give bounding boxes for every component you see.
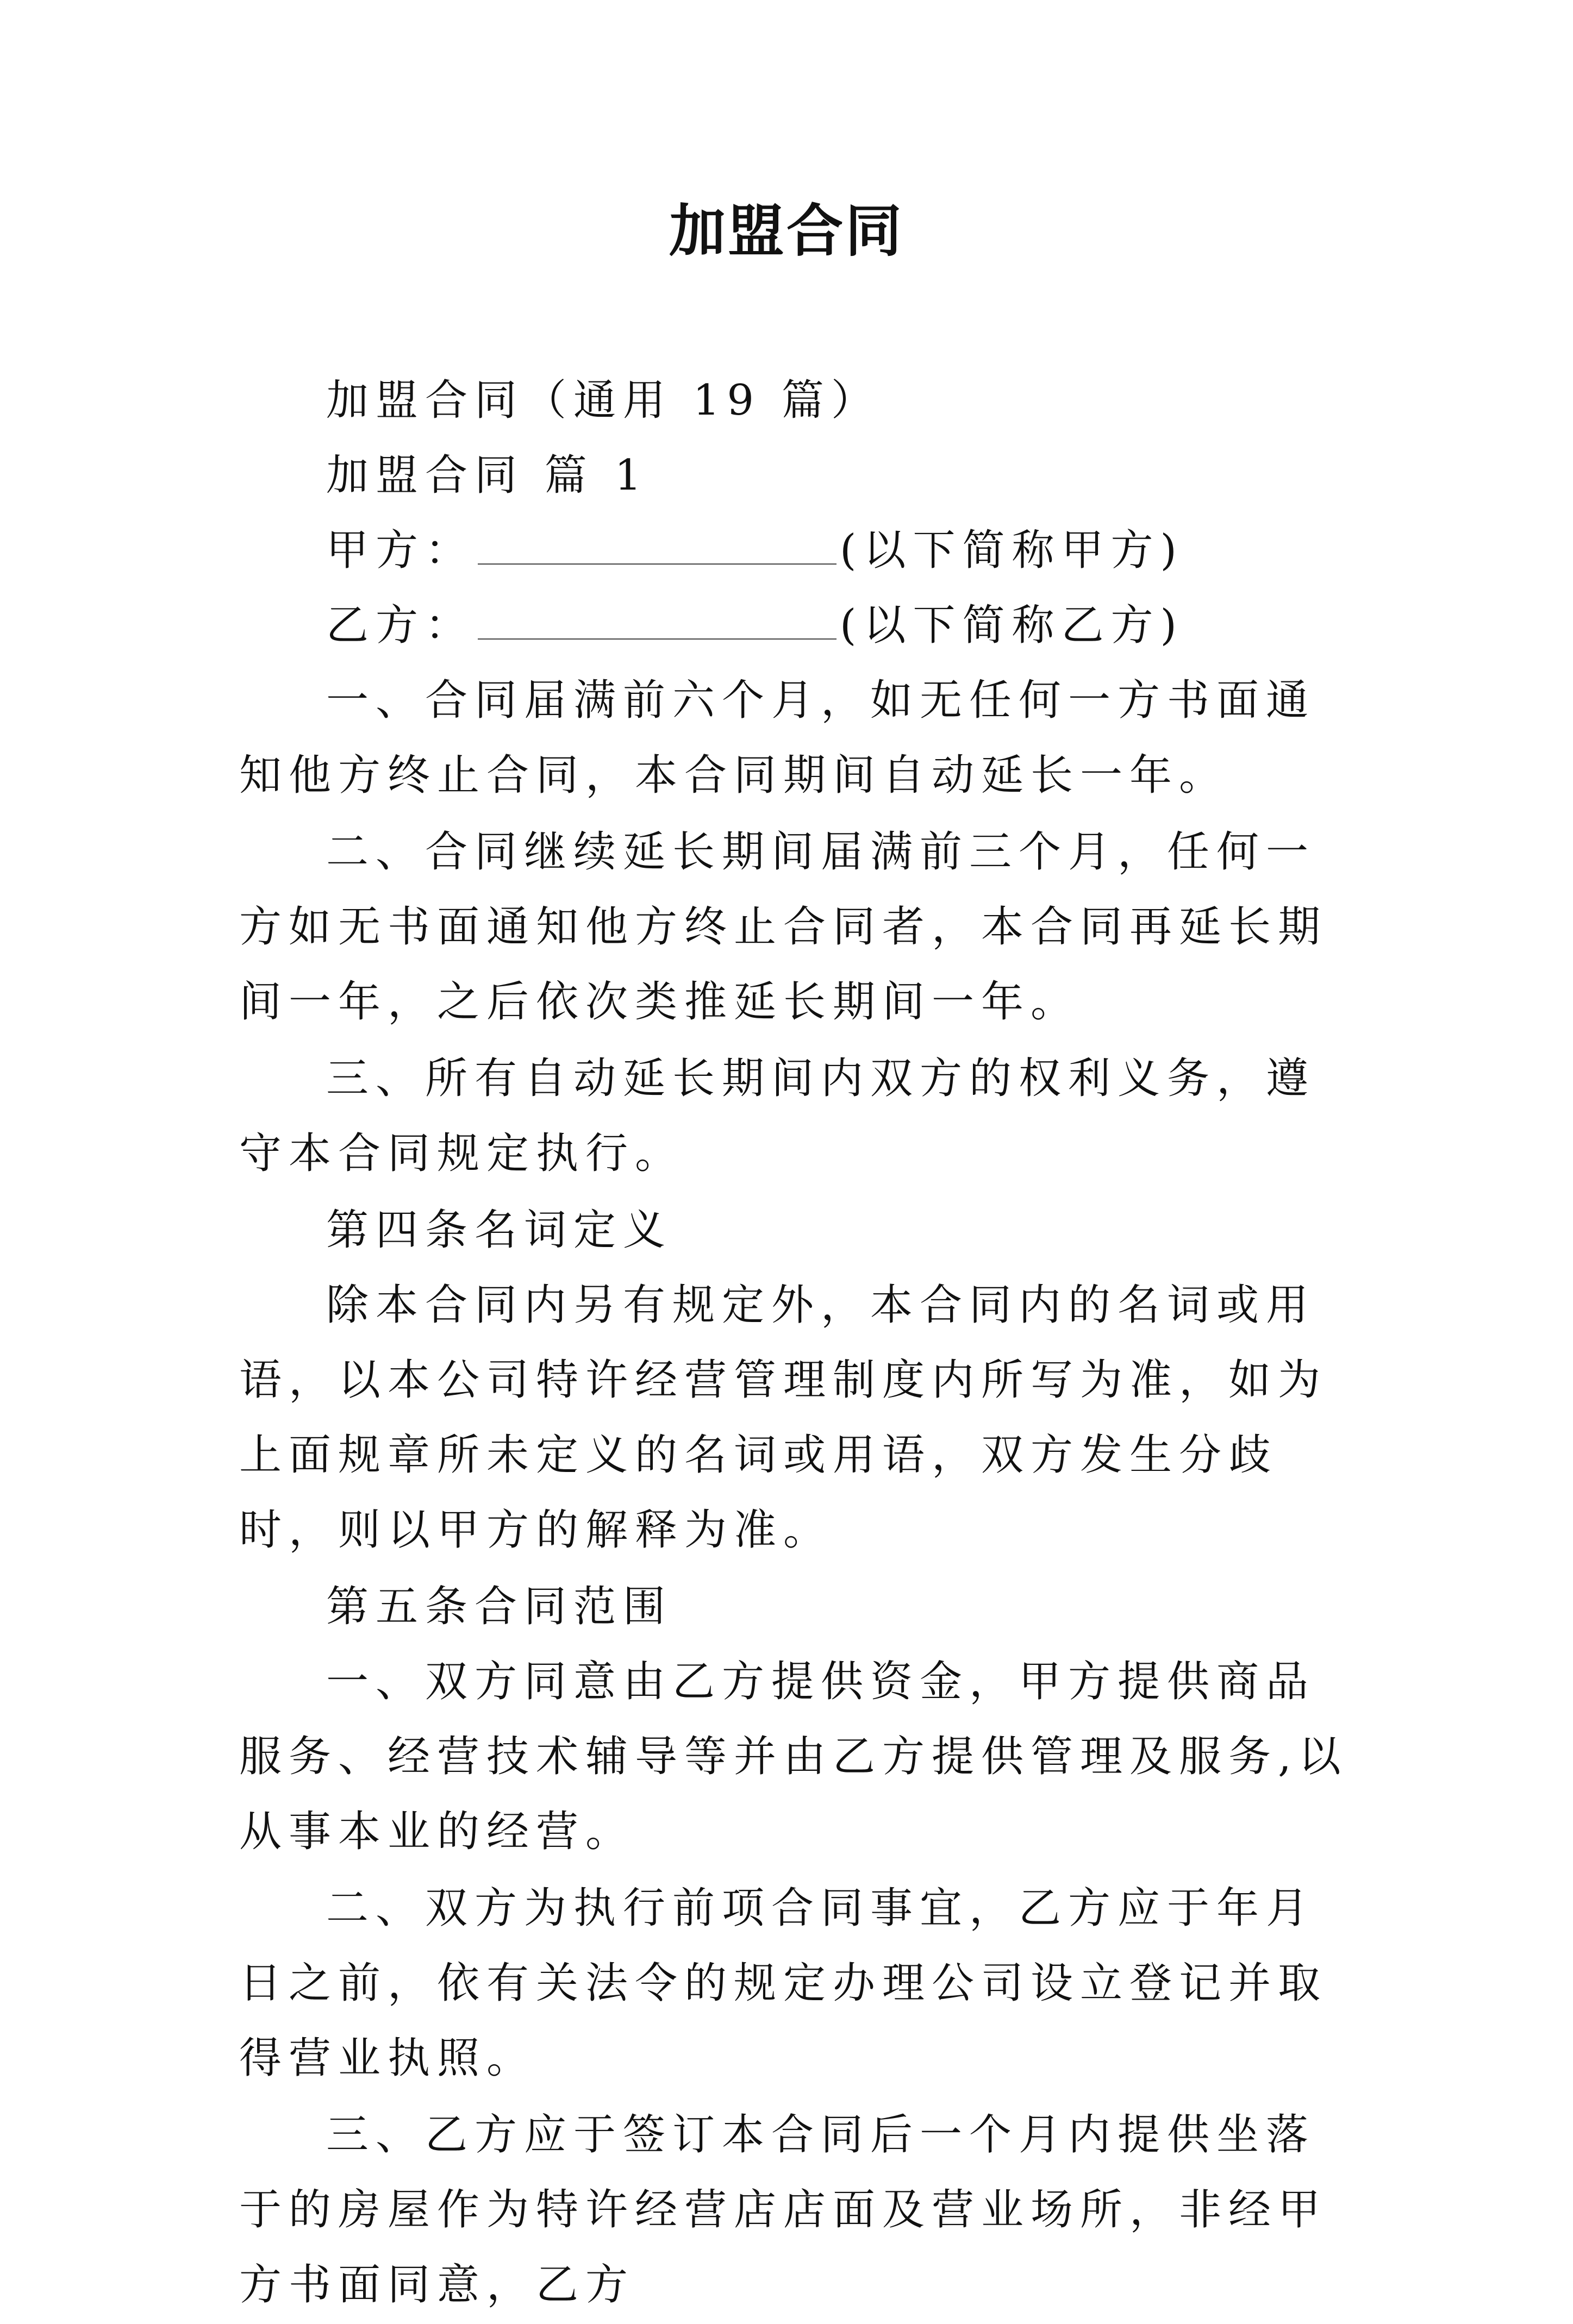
document-body	[239, 363, 1348, 2324]
paragraph: 二、双方为执行前项合同事宜，乙方应于年月日之前，依有关法令的规定办理公司设立登记并取得营业执照。	[239, 1884, 1328, 2083]
paragraph: 二、合同继续延长期间届满前三个月，任何一方如无书面通知他方终止合同者，本合同再延长期间一年，之后依次类推延长期间一年。	[239, 828, 1328, 1026]
party-b-label: 乙方：	[326, 601, 475, 650]
party-a-line	[239, 513, 1348, 588]
party-a-label: 甲方：	[326, 526, 475, 575]
party-b-suffix: (以下简称乙方)	[840, 601, 1184, 650]
part-label: 加盟合同 篇 1	[326, 451, 649, 500]
party-b-blank	[478, 600, 837, 640]
document-title: 加盟合同	[669, 197, 904, 264]
party-a-suffix: (以下简称甲方)	[840, 526, 1184, 575]
paragraph: 一、合同届满前六个月，如无任何一方书面通知他方终止合同，本合同期间自动延长一年。	[239, 676, 1316, 800]
paragraph: 除本合同内另有规定外，本合同内的名词或用语，以本公司特许经营管理制度内所写为准，如为上面规章所未定义的名词或用语，双方发生分歧时，则以甲方的解释为准。	[239, 1281, 1328, 1555]
section-heading: 第四条名词定义	[326, 1206, 673, 1255]
document-subtitle: 加盟合同（通用 19 篇）	[326, 376, 881, 425]
party-a-blank	[478, 525, 837, 565]
paragraph: 三、乙方应于签订本合同后一个月内提供坐落于的房屋作为特许经营店店面及营业场所，非经甲方书面同意，乙方	[239, 2110, 1328, 2309]
section-heading: 第五条合同范围	[326, 1582, 673, 1631]
paragraph: 一、双方同意由乙方提供资金，甲方提供商品服务、经营技术辅导等并由乙方提供管理及服务,以从事本业的经营。	[239, 1657, 1348, 1856]
party-b-line	[239, 588, 1348, 663]
paragraph: 三、所有自动延长期间内双方的权利义务，遵守本合同规定执行。	[239, 1054, 1316, 1178]
